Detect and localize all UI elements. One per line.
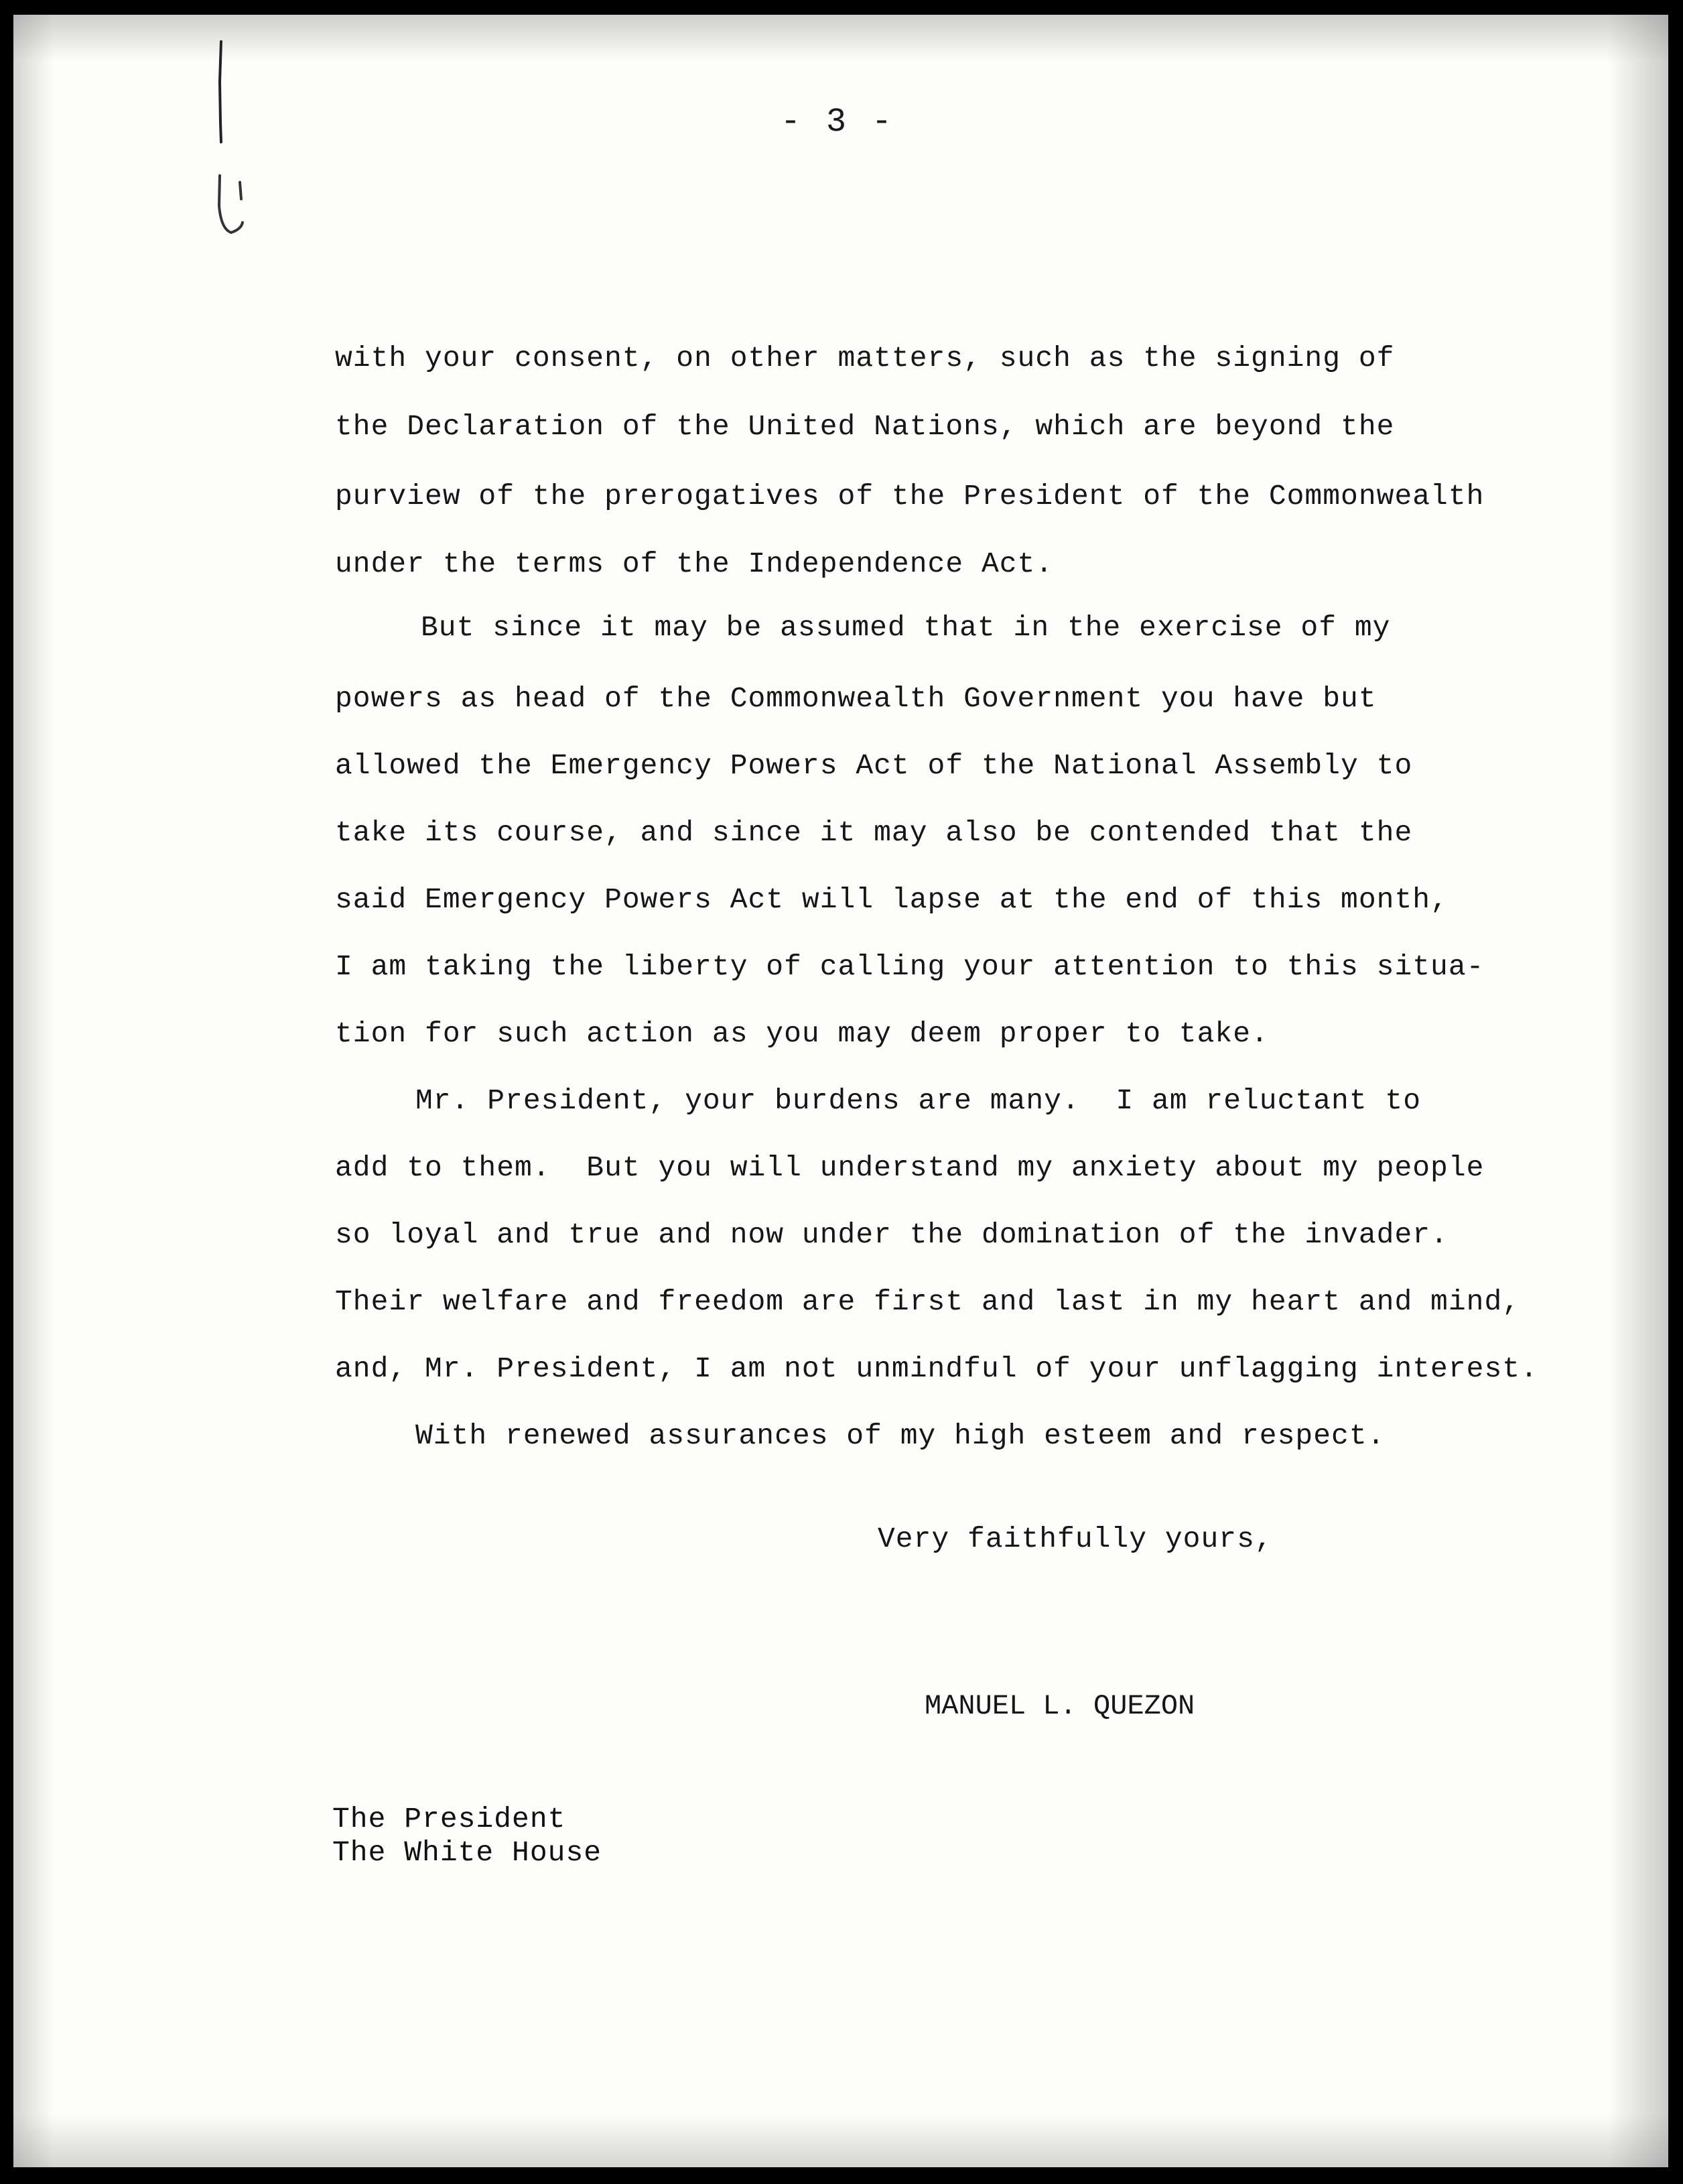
body-line: Mr. President, your burdens are many. I am reluctant to xyxy=(415,1084,1422,1117)
body-line: with your consent, on other matters, such as the signing of xyxy=(335,342,1395,375)
closing-salutation: Very faithfully yours, xyxy=(878,1523,1273,1555)
body-line: the Declaration of the United Nations, which are beyond the xyxy=(335,410,1395,443)
body-line: said Emergency Powers Act will lapse at the end of this month, xyxy=(335,883,1449,916)
paper-edge-shading-right xyxy=(1608,15,1668,2167)
body-line: But since it may be assumed that in the exercise of my xyxy=(421,611,1391,644)
addressee-line-2: The White House xyxy=(332,1836,602,1869)
body-line: add to them. But you will understand my anxiety about my people xyxy=(335,1151,1485,1184)
body-line: powers as head of the Commonwealth Government you have but xyxy=(335,682,1377,715)
body-line: tion for such action as you may deem proper to take. xyxy=(335,1017,1269,1050)
body-line: take its course, and since it may also be contended that the xyxy=(335,816,1413,849)
page-number: - 3 - xyxy=(781,103,895,141)
paper-edge-shading-left xyxy=(13,15,54,2167)
body-line: allowed the Emergency Powers Act of the National Assembly to xyxy=(335,749,1413,782)
signature-name: MANUEL L. QUEZON xyxy=(925,1690,1195,1722)
paper-edge-shading-bottom xyxy=(13,2114,1668,2167)
body-line: Their welfare and freedom are first and last in my heart and mind, xyxy=(335,1285,1521,1318)
body-line: With renewed assurances of my high esteem and respect. xyxy=(415,1419,1386,1452)
paper-edge-shading-top xyxy=(13,15,1668,62)
body-line: purview of the prerogatives of the President of the Commonwealth xyxy=(335,480,1485,513)
body-line: under the terms of the Independence Act. xyxy=(335,548,1054,580)
body-line: so loyal and true and now under the domination of the invader. xyxy=(335,1218,1449,1251)
addressee-line-1: The President xyxy=(332,1803,566,1836)
body-line: I am taking the liberty of calling your attention to this situa- xyxy=(335,950,1485,983)
letter-page xyxy=(13,15,1668,2167)
body-line: and, Mr. President, I am not unmindful of your unflagging interest. xyxy=(335,1352,1538,1385)
handwritten-margin-mark xyxy=(201,28,255,249)
